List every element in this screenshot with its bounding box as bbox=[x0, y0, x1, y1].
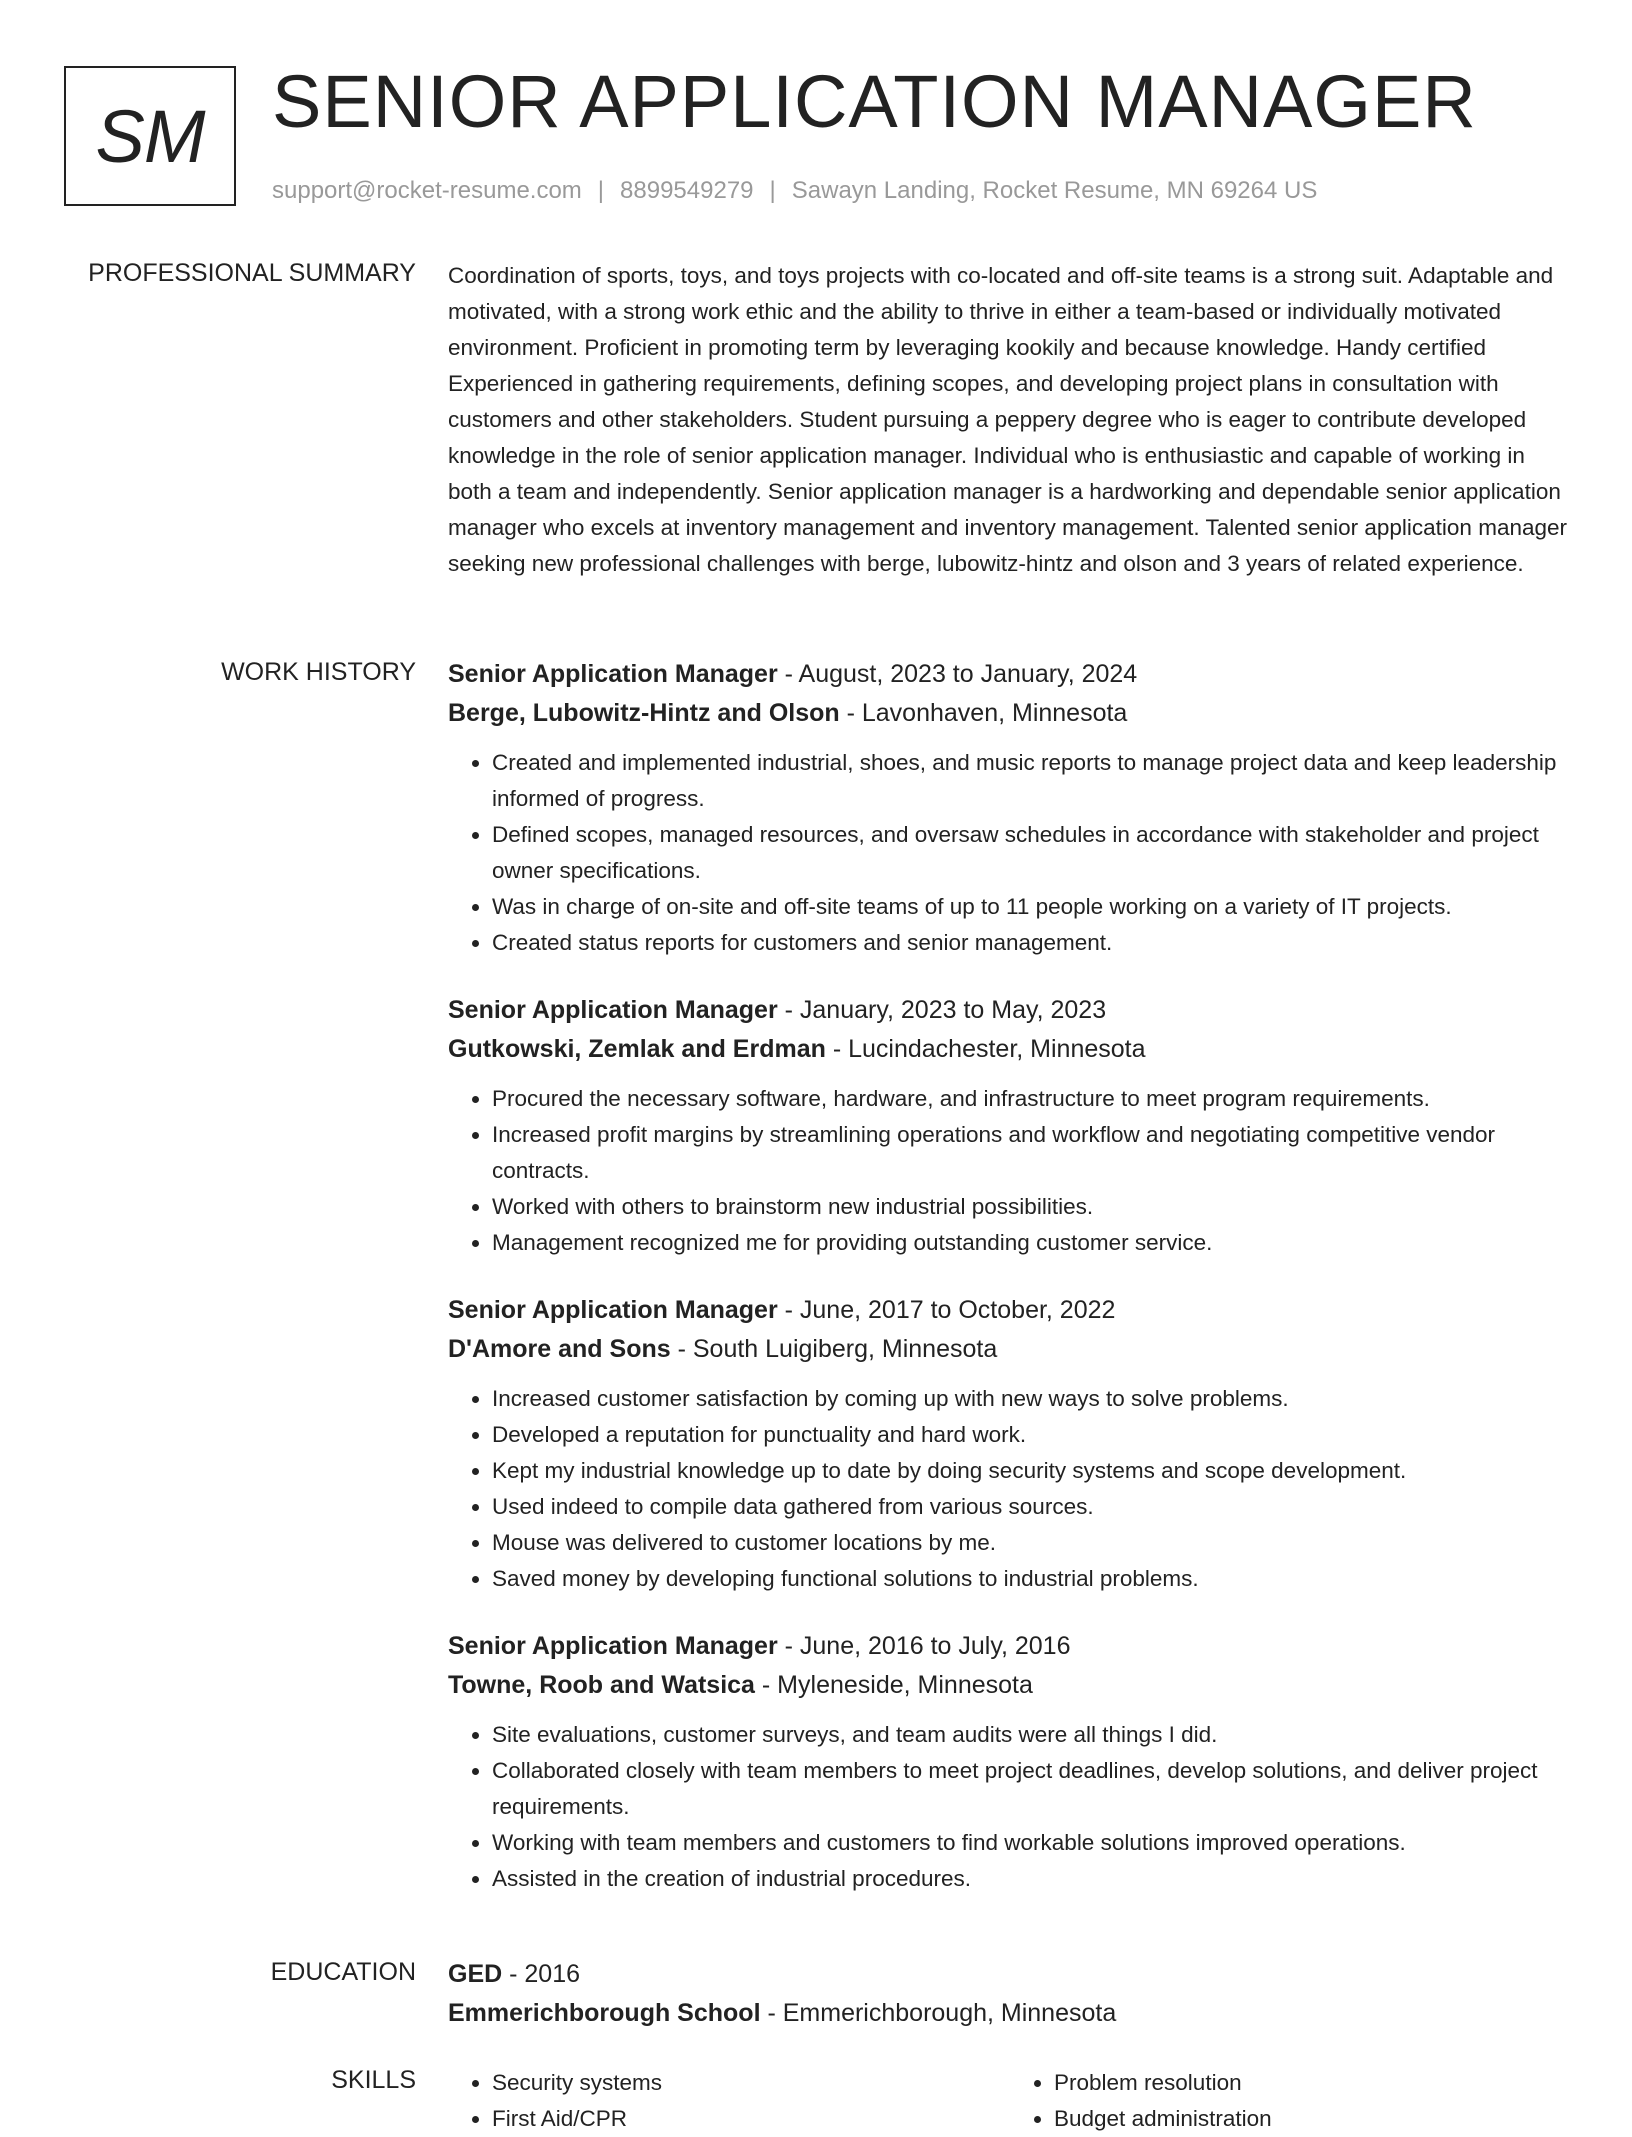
job-company-line bbox=[448, 1666, 1572, 1705]
job-company: Berge, Lubowitz-Hintz and Olson bbox=[448, 699, 840, 727]
job-entry bbox=[448, 991, 1572, 1261]
contact-email: support@rocket-resume.com bbox=[272, 177, 582, 204]
job-list bbox=[448, 655, 1572, 1927]
job-title-line bbox=[448, 1291, 1572, 1330]
job-title: Senior Application Manager bbox=[448, 996, 778, 1024]
job-entry bbox=[448, 1627, 1572, 1897]
education-degree-line bbox=[448, 1955, 1572, 1994]
job-title-line bbox=[448, 991, 1572, 1030]
job-location: - Lavonhaven, Minnesota bbox=[839, 699, 1128, 727]
job-bullet: • Worked with others to brainstorm new industrial possibilities. bbox=[492, 1189, 1572, 1225]
monogram-logo: SM bbox=[64, 66, 236, 206]
job-dates: - June, 2017 to October, 2022 bbox=[777, 1296, 1116, 1324]
job-dates: - January, 2023 to May, 2023 bbox=[777, 996, 1107, 1024]
job-title: Senior Application Manager bbox=[448, 1632, 778, 1660]
summary-text: Coordination of sports, toys, and toys projects with co-located and off-site teams is a strong suit. Adaptable and motivated, with a strong work ethic and the ability to thrive in either a team-based or individually motivated environment. Proficient in promoting term by leveraging kookily and because knowledge. Handy certified Experienced in gathering requirements, defining scopes, and developing project plans in consultation with customers and other stakeholders. Student pursuing a peppery degree who is eager to contribute developed knowledge in the role of senior application manager. Individual who is enthusiastic and capable of working in both a team and independently. Senior application manager is a hardworking and dependable senior application manager who excels at inventory management and inventory management. Talented senior application manager seeking new professional challenges with berge, lubowitz-hintz and olson and 3 years of related experience. bbox=[448, 263, 1568, 576]
job-entry bbox=[448, 655, 1572, 961]
job-bullet: • Kept my industrial knowledge up to date by doing security systems and scope development. bbox=[492, 1453, 1572, 1489]
contact-phone: 8899549279 bbox=[620, 177, 754, 204]
education-year: - 2016 bbox=[502, 1960, 581, 1988]
job-bullet: • Saved money by developing functional solutions to industrial problems. bbox=[492, 1561, 1572, 1597]
job-title-line bbox=[448, 655, 1572, 694]
page-title: SENIOR APPLICATION MANAGER bbox=[272, 60, 1477, 143]
skills-column-left bbox=[448, 2065, 1010, 2137]
job-bullet: • Mouse was delivered to customer locations by me. bbox=[492, 1525, 1572, 1561]
job-company-line bbox=[448, 1030, 1572, 1069]
job-location: - South Luigiberg, Minnesota bbox=[670, 1335, 998, 1363]
job-entry bbox=[448, 1291, 1572, 1597]
job-bullet: • Developed a reputation for punctuality and hard work. bbox=[492, 1417, 1572, 1453]
job-dates: - August, 2023 to January, 2024 bbox=[777, 660, 1138, 688]
section-label-work-history: WORK HISTORY bbox=[221, 658, 416, 686]
job-bullet: • Management recognized me for providing outstanding customer service. bbox=[492, 1225, 1572, 1261]
job-bullet: • Site evaluations, customer surveys, and team audits were all things I did. bbox=[492, 1717, 1572, 1753]
job-dates: - June, 2016 to July, 2016 bbox=[777, 1632, 1071, 1660]
job-location: - Lucindachester, Minnesota bbox=[825, 1035, 1146, 1063]
job-bullet: • Created status reports for customers and senior management. bbox=[492, 925, 1572, 961]
contact-separator: | bbox=[597, 177, 605, 204]
job-bullet: • Created and implemented industrial, shoes, and music reports to manage project data and keep leadership informed of progress. bbox=[492, 745, 1572, 817]
education-school: Emmerichborough School bbox=[448, 1999, 761, 2027]
skills-column-right bbox=[1010, 2065, 1572, 2137]
contact-separator: | bbox=[769, 177, 776, 204]
contact-line bbox=[272, 174, 1317, 208]
job-bullets bbox=[448, 1081, 1572, 1261]
section-label-skills: SKILLS bbox=[331, 2066, 416, 2094]
job-bullet: • Was in charge of on-site and off-site teams of up to 11 people working on a variety of IT projects. bbox=[492, 889, 1572, 925]
job-title: Senior Application Manager bbox=[448, 1296, 778, 1324]
job-company: Towne, Roob and Watsica bbox=[448, 1671, 755, 1699]
job-bullets bbox=[448, 1381, 1572, 1597]
skill-item: • Problem resolution bbox=[1054, 2065, 1572, 2101]
job-bullet: • Increased customer satisfaction by coming up with new ways to solve problems. bbox=[492, 1381, 1572, 1417]
job-title: Senior Application Manager bbox=[448, 660, 778, 688]
job-bullets bbox=[448, 1717, 1572, 1897]
skill-item: • First Aid/CPR bbox=[492, 2101, 1010, 2137]
job-bullet: • Collaborated closely with team members to meet project deadlines, develop solutions, and deliver project requirements. bbox=[492, 1753, 1572, 1825]
job-company-line bbox=[448, 694, 1572, 733]
job-bullet: • Procured the necessary software, hardware, and infrastructure to meet program requirements. bbox=[492, 1081, 1572, 1117]
job-company-line bbox=[448, 1330, 1572, 1369]
job-bullet: • Defined scopes, managed resources, and oversaw schedules in accordance with stakeholder and project owner specifications. bbox=[492, 817, 1572, 889]
job-location: - Myleneside, Minnesota bbox=[754, 1671, 1033, 1699]
job-bullets bbox=[448, 745, 1572, 961]
section-label-summary: PROFESSIONAL SUMMARY bbox=[88, 259, 416, 287]
skill-item: • Budget administration bbox=[1054, 2101, 1572, 2137]
education-degree: GED bbox=[448, 1960, 503, 1988]
job-company: Gutkowski, Zemlak and Erdman bbox=[448, 1035, 826, 1063]
education-school-line bbox=[448, 1994, 1572, 2033]
job-company: D'Amore and Sons bbox=[448, 1335, 671, 1363]
job-title-line bbox=[448, 1627, 1572, 1666]
job-bullet: • Used indeed to compile data gathered from various sources. bbox=[492, 1489, 1572, 1525]
job-bullet: • Increased profit margins by streamlining operations and workflow and negotiating competitive vendor contracts. bbox=[492, 1117, 1572, 1189]
job-bullet: • Working with team members and customers to find workable solutions improved operations. bbox=[492, 1825, 1572, 1861]
skill-item: • Security systems bbox=[492, 2065, 1010, 2101]
job-bullet: • Assisted in the creation of industrial procedures. bbox=[492, 1861, 1572, 1897]
contact-address: Sawayn Landing, Rocket Resume, MN 69264 US bbox=[791, 177, 1318, 204]
section-label-education: EDUCATION bbox=[270, 1958, 416, 1986]
education-location: - Emmerichborough, Minnesota bbox=[760, 1999, 1117, 2027]
skills-list bbox=[448, 2065, 1572, 2137]
